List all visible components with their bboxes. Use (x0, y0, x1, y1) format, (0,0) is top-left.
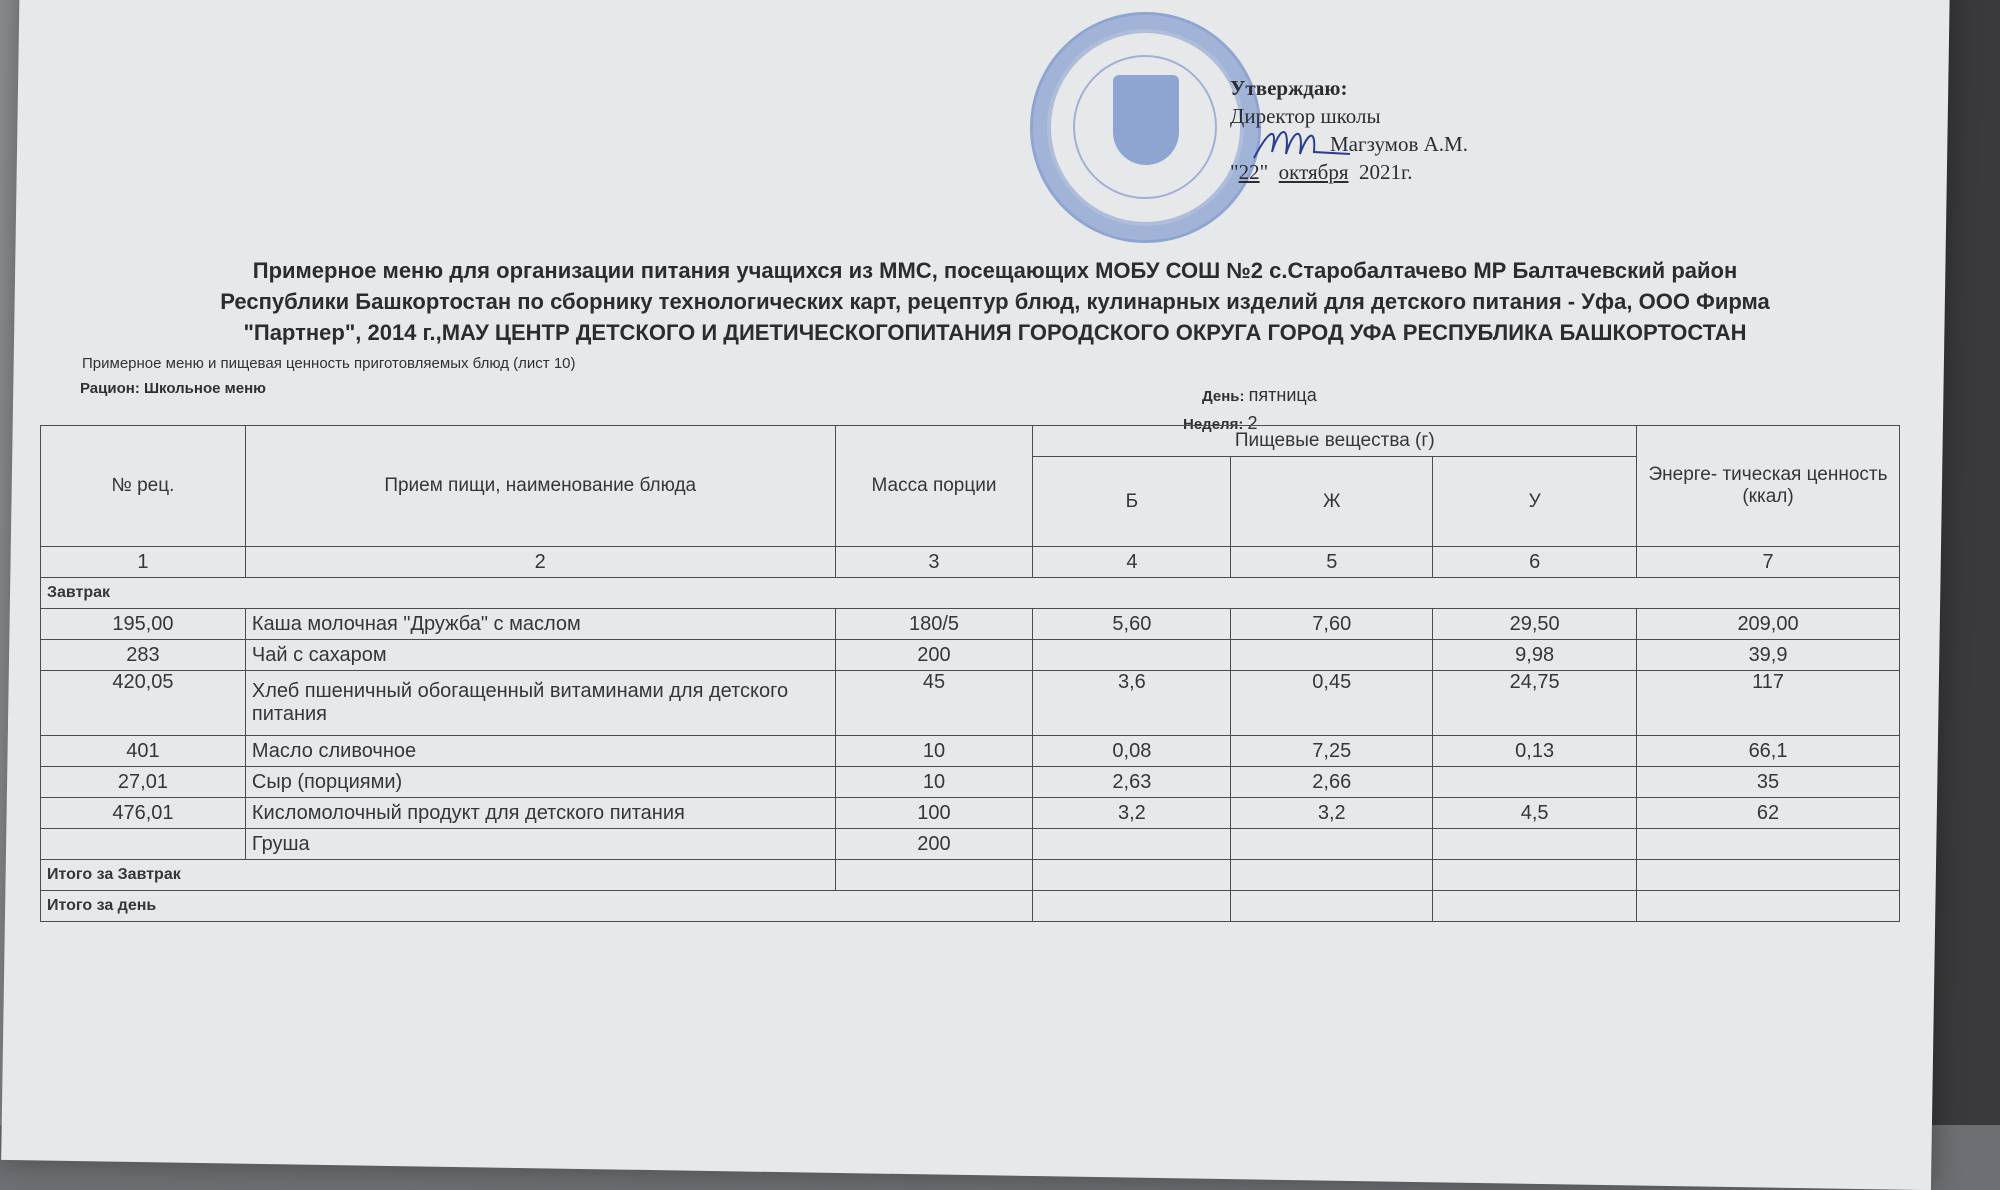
section-row (41, 578, 1900, 609)
cell-zh: 7,25 (1231, 736, 1433, 767)
official-stamp (1030, 12, 1261, 243)
total-day-label: Итого за день (41, 891, 1033, 922)
cell-kcal (1637, 829, 1900, 860)
total-day-kcal (1637, 891, 1900, 922)
cell-name: Масло сливочное (245, 736, 835, 767)
table-row (41, 671, 1900, 736)
total-day-u (1433, 891, 1637, 922)
cell-zh: 7,60 (1231, 609, 1433, 640)
cell-b: 5,60 (1033, 609, 1231, 640)
table-row (41, 609, 1900, 640)
heading-line-2: Республики Башкортостан по сборнику технологических карт, рецептур блюд, кулинарных изделий для детского питания - Уфа, ООО Фирма (220, 289, 1770, 314)
table-row (41, 767, 1900, 798)
col-number: 4 (1033, 547, 1231, 578)
cell-name: Груша (245, 829, 835, 860)
total-breakfast-b (1033, 860, 1231, 891)
approval-block (1230, 74, 1468, 186)
cell-name: Кисломолочный продукт для детского питания (245, 798, 835, 829)
cell-mass: 180/5 (835, 609, 1033, 640)
cell-mass: 45 (835, 671, 1033, 736)
header-u: У (1433, 457, 1637, 547)
cell-u: 29,50 (1433, 609, 1637, 640)
cell-rec: 420,05 (41, 671, 246, 736)
cell-kcal: 117 (1637, 671, 1900, 736)
cell-rec: 27,01 (41, 767, 246, 798)
col-number: 2 (245, 547, 835, 578)
header-b: Б (1033, 457, 1231, 547)
heading-line-3: "Партнер", 2014 г.,МАУ ЦЕНТР ДЕТСКОГО И ДИЕТИЧЕСКОГОПИТАНИЯ ГОРОДСКОГО ОКРУГА ГОРОД УФА РЕСПУБЛИКА БАШКОРТОСТАН (243, 320, 1747, 345)
table-row (41, 798, 1900, 829)
cell-zh (1231, 829, 1433, 860)
cell-mass: 100 (835, 798, 1033, 829)
table-row (41, 736, 1900, 767)
day-label-text: День: (1202, 388, 1245, 405)
approval-date-day: 22 (1238, 160, 1260, 184)
approval-title: Утверждаю: (1230, 76, 1348, 100)
cell-name: Хлеб пшеничный обогащенный витаминами для детского питания (245, 671, 835, 736)
total-day-row (41, 891, 1900, 922)
cell-u (1433, 767, 1637, 798)
cell-rec: 401 (41, 736, 246, 767)
cell-kcal: 35 (1637, 767, 1900, 798)
header-energy: Энерге- тическая ценность (ккал) (1637, 426, 1900, 547)
document-heading (95, 255, 1895, 348)
cell-b: 3,6 (1033, 671, 1231, 736)
cell-u: 4,5 (1433, 798, 1637, 829)
header-nutrients: Пищевые вещества (г) (1033, 426, 1637, 457)
col-number: 5 (1231, 547, 1433, 578)
cell-zh: 0,45 (1231, 671, 1433, 736)
cell-mass: 10 (835, 767, 1033, 798)
day-value: пятница (1248, 385, 1317, 405)
cell-mass: 200 (835, 829, 1033, 860)
total-breakfast-zh (1231, 860, 1433, 891)
cell-zh: 3,2 (1231, 798, 1433, 829)
cell-zh (1231, 640, 1433, 671)
approval-date-month: октября (1278, 160, 1349, 184)
cell-u: 0,13 (1433, 736, 1637, 767)
cell-u: 9,98 (1433, 640, 1637, 671)
cell-mass: 10 (835, 736, 1033, 767)
approval-date-year: 2021г. (1359, 160, 1413, 184)
approval-position: Директор школы (1230, 104, 1381, 128)
col-number: 7 (1637, 547, 1900, 578)
cell-name: Каша молочная "Дружба" с маслом (245, 609, 835, 640)
total-breakfast-mass (835, 860, 1033, 891)
total-breakfast-row (41, 860, 1900, 891)
cell-kcal: 66,1 (1637, 736, 1900, 767)
cell-name: Сыр (порциями) (245, 767, 835, 798)
cell-mass: 200 (835, 640, 1033, 671)
ration-label: Рацион: Школьное меню (80, 380, 266, 397)
week-value: 2 (1247, 413, 1258, 433)
cell-zh: 2,66 (1231, 767, 1433, 798)
cell-b: 0,08 (1033, 736, 1231, 767)
heading-line-1: Примерное меню для организации питания учащихся из ММС, посещающих МОБУ СОШ №2 с.Старобалтачево МР Балтачевский район (252, 258, 1738, 283)
cell-kcal: 62 (1637, 798, 1900, 829)
cell-b: 3,2 (1033, 798, 1231, 829)
approval-date: "22" октября 2021г. (1230, 160, 1413, 184)
cell-rec: 476,01 (41, 798, 246, 829)
col-number: 1 (41, 547, 246, 578)
header-zh: Ж (1231, 457, 1433, 547)
total-breakfast-label: Итого за Завтрак (41, 860, 836, 891)
cell-rec: 195,00 (41, 609, 246, 640)
table-row (41, 640, 1900, 671)
cell-b: 2,63 (1033, 767, 1231, 798)
cell-rec: 283 (41, 640, 246, 671)
column-number-row (41, 547, 1900, 578)
cell-u: 24,75 (1433, 671, 1637, 736)
approval-director-name: Магзумов А.М. (1330, 132, 1468, 156)
cell-name: Чай с сахаром (245, 640, 835, 671)
cell-kcal: 209,00 (1637, 609, 1900, 640)
header-rec-no: № рец. (41, 426, 246, 547)
cell-b (1033, 829, 1231, 860)
section-breakfast: Завтрак (41, 578, 1900, 609)
col-number: 6 (1433, 547, 1637, 578)
day-label (1202, 385, 1317, 406)
cell-rec (41, 829, 246, 860)
cell-b (1033, 640, 1231, 671)
header-meal: Прием пищи, наименование блюда (245, 426, 835, 547)
week-label-text: Неделя: (1183, 416, 1244, 433)
total-day-b (1033, 891, 1231, 922)
col-number: 3 (835, 547, 1033, 578)
menu-table (40, 425, 1900, 922)
subheading: Примерное меню и пищевая ценность приготовляемых блюд (лист 10) (82, 355, 576, 372)
cell-kcal: 39,9 (1637, 640, 1900, 671)
total-day-zh (1231, 891, 1433, 922)
table-row (41, 829, 1900, 860)
stamp-emblem-icon (1113, 75, 1179, 165)
cell-u (1433, 829, 1637, 860)
total-breakfast-kcal (1637, 860, 1900, 891)
total-breakfast-u (1433, 860, 1637, 891)
header-mass: Масса порции (835, 426, 1033, 547)
